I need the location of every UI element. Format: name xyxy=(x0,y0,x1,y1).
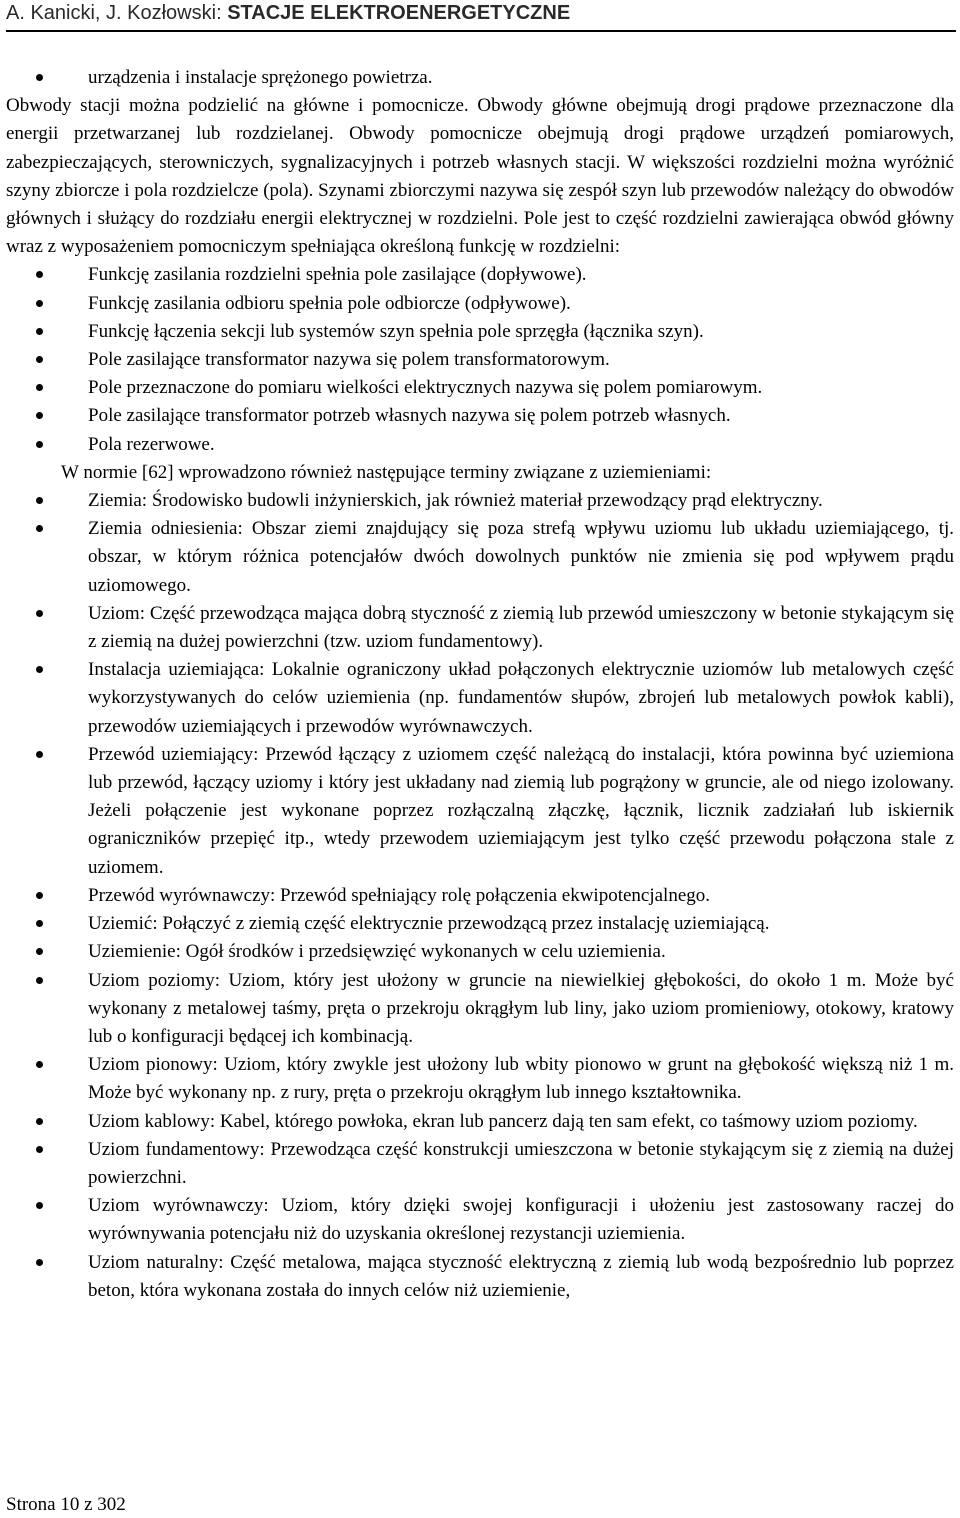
list-item: Uziom naturalny: Część metalowa, mająca styczność elektryczną z ziemią lub wodą bezpośrednio lub poprzez beton, która wykonana została do innych celów niż uziemienie, xyxy=(6,1249,954,1305)
page-header xyxy=(6,0,956,32)
page-content xyxy=(6,64,954,1305)
list-item: Funkcję zasilania rozdzielni spełnia pole zasilające (dopływowe). xyxy=(6,261,954,289)
list-item: Ziemia odniesienia: Obszar ziemi znajdujący się poza strefą wpływu uziomu lub układu uziemiającego, tj. obszar, w którym różnica potencjałów dwóch dowolnych punktów nie zmienia się pod wpływem prądu uziomowego. xyxy=(6,515,954,600)
list-item: Pola rezerwowe. xyxy=(6,431,954,459)
list-item: Instalacja uziemiająca: Lokalnie ograniczony układ połączonych elektrycznie uziomów lub metalowych część wykorzystywanych do celów uziemienia (np. fundamentów słupów, zbrojeń lub metalowych powłok kabli), przewodów uziemiających i przewodów wyrównawczych. xyxy=(6,656,954,741)
list-item: urządzenia i instalacje sprężonego powietrza. xyxy=(6,64,954,92)
list-item: Ziemia: Środowisko budowli inżynierskich, jak również materiał przewodzący prąd elektryczny. xyxy=(6,487,954,515)
list-item: Funkcję zasilania odbioru spełnia pole odbiorcze (odpływowe). xyxy=(6,290,954,318)
list-item: Pole przeznaczone do pomiaru wielkości elektrycznych nazywa się polem pomiarowym. xyxy=(6,374,954,402)
list-item: Przewód uziemiający: Przewód łączący z uziomem część należącą do instalacji, która powinna być uziemiona lub przewód, łączący uziomy i który jest układany nad ziemią lub pogrążony w gruncie, ale od niego izolowany. Jeżeli połączenie jest wykonane poprzez rozłączalną złączkę, łącznik, licznik zadziałań lub iskiernik ograniczników przepięć itp., wtedy przewodem uziemiającym jest tylko część przewodu połączona stale z uziomem. xyxy=(6,741,954,882)
paragraph-norm: W normie [62] wprowadzono również następujące terminy związane z uziemieniami: xyxy=(61,461,712,483)
page-number: Strona 10 z 302 xyxy=(6,1494,126,1515)
list-item: Funkcję łączenia sekcji lub systemów szyn spełnia pole sprzęgła (łącznika szyn). xyxy=(6,318,954,346)
list-item: Uziom kablowy: Kabel, którego powłoka, ekran lub pancerz dają ten sam efekt, co taśmowy uziom poziomy. xyxy=(6,1108,954,1136)
terms-list xyxy=(6,487,954,1305)
header-authors: A. Kanicki, J. Kozłowski: xyxy=(6,2,228,24)
list-item: Pole zasilające transformator potrzeb własnych nazywa się polem potrzeb własnych. xyxy=(6,402,954,430)
top-list xyxy=(6,64,954,92)
list-item: Uziom poziomy: Uziom, który jest ułożony w gruncie na niewielkiej głębokości, do około 1 m. Może być wykonany z metalowej taśmy, pręta o przekroju okrągłym lub liny, jako uziom promieniowy, otokowy, kratowy lub o konfiguracji będącej ich kombinacją. xyxy=(6,967,954,1052)
list-item: Uziemienie: Ogół środków i przedsięwzięć wykonanych w celu uziemienia. xyxy=(6,938,954,966)
list-item: Przewód wyrównawczy: Przewód spełniający rolę połączenia ekwipotencjalnego. xyxy=(6,882,954,910)
list-item: Uziom pionowy: Uziom, który zwykle jest ułożony lub wbity pionowo w grunt na głębokość większą niż 1 m. Może być wykonany np. z rury, pręta o przekroju okrągłym lub innego kształtownika. xyxy=(6,1051,954,1107)
list-item: Uziemić: Połączyć z ziemią część elektrycznie przewodzącą przez instalację uziemiającą. xyxy=(6,910,954,938)
fields-list xyxy=(6,261,954,458)
list-item: Uziom wyrównawczy: Uziom, który dzięki swojej konfiguracji i ułożeniu jest zastosowany raczej do wyrównywania potencjału niż do uzyskania określonej rezystancji uziemienia. xyxy=(6,1192,954,1248)
list-item: Pole zasilające transformator nazywa się polem transformatorowym. xyxy=(6,346,954,374)
paragraph-circuits: Obwody stacji można podzielić na główne i pomocnicze. Obwody główne obejmują drogi prądowe przeznaczone dla energii przetwarzanej lub rozdzielanej. Obwody pomocnicze obejmują drogi prądowe urządzeń pomiarowych, zabezpieczających, sterowniczych, sygnalizacyjnych i potrzeb własnych stacji. W większości rozdzielni można wyróżnić szyny zbiorcze i pola rozdzielcze (pola). Szynami zbiorczymi nazywa się zespół szyn lub przewodów należący do obwodów głównych i służący do rozdziału energii elektrycznej w rozdzielni. Pole jest to część rozdzielni zawierająca obwód główny wraz z wyposażeniem pomocniczym spełniająca określoną funkcję w rozdzielni: xyxy=(6,95,954,258)
list-item: Uziom fundamentowy: Przewodząca część konstrukcji umieszczona w betonie stykającym się z ziemią na dużej powierzchni. xyxy=(6,1136,954,1192)
list-item: Uziom: Część przewodząca mająca dobrą styczność z ziemią lub przewód umieszczony w betonie stykającym się z ziemią na dużej powierzchni (tzw. uziom fundamentowy). xyxy=(6,600,954,656)
header-title: STACJE ELEKTROENERGETYCZNE xyxy=(227,2,571,24)
page-footer xyxy=(6,1492,126,1518)
